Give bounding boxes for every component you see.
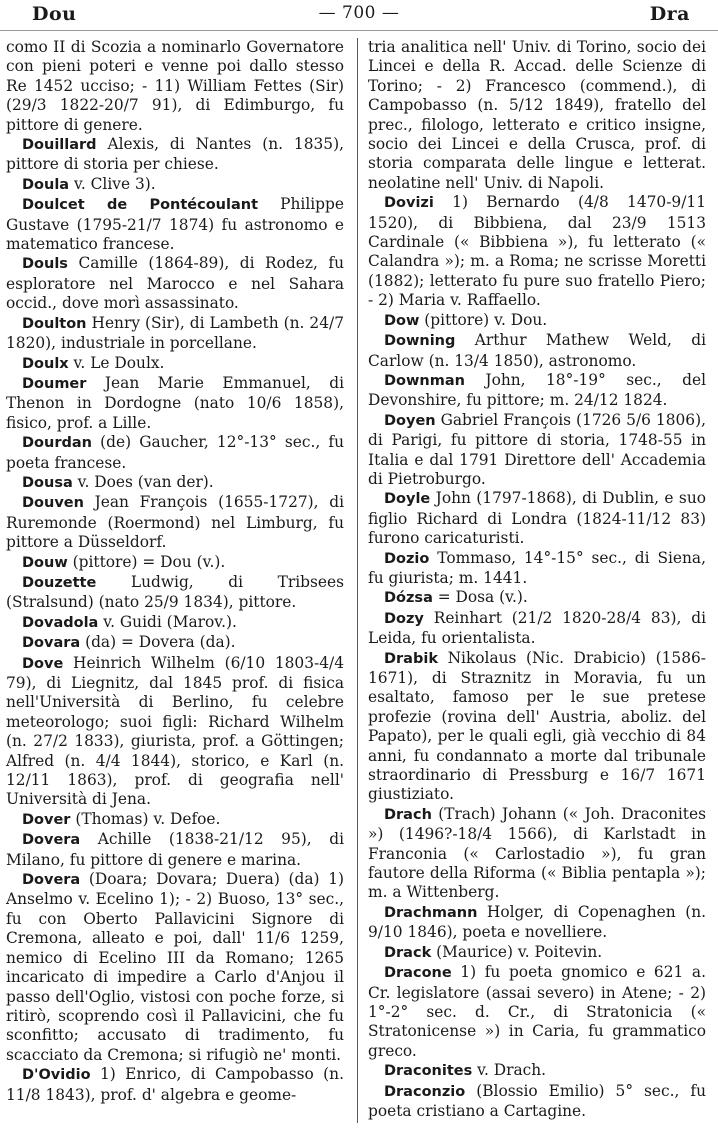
entry-text: Heinrich Wilhelm (6/10 1803-4/4 79), di Liegnitz, dal 1845 prof. di fisica nell'Università di Berlino, fu celebre meteorologo; suoi figli: Richard Wilhelm (n. 27/2 1833), giurista, prof. a Göttingen; Alfred (n. 4/4 1844), storico, e Karl (n. 12/11 1863), prof. di geografia nell' Università di Jena. [6,653,344,809]
entry-text: (da) = Dovera (da). [80,633,236,652]
dictionary-entry [368,943,706,963]
entry-text: 1) Enrico, di Campobasso (n. 11/8 1843), prof. d' algebra e geome- [6,1065,344,1104]
entry-text: Gabriel François (1726 5/6 1806), di Parigi, fu pittore di storia, 1748-55 in Italia e dal 1791 Direttore dell' Accademia di Pietroburgo. [368,410,706,488]
entry-headword: Douillard [22,137,97,154]
dictionary-entry [368,193,706,310]
entry-headword: Doulx [22,355,69,372]
entry-headword: Douw [22,554,68,571]
dictionary-entry [6,654,344,810]
entry-text: Achille (1838-21/12 95), di Milano, fu pittore di genere e marina. [6,830,344,869]
dictionary-entry [6,613,344,633]
dictionary-entry [368,38,706,193]
entry-text: Henry (Sir), di Lambeth (n. 24/7 1820), industriale in porcellane. [6,313,344,353]
dictionary-entry [6,354,344,374]
entry-text: v. Guidi (Marov.). [98,612,237,631]
entry-headword: Dourdan [22,435,92,452]
entry-headword: Drach [384,806,432,823]
entry-text: Jean François (1655-1727), di Ruremonde (Roermond) nel Limburg, fu pittore a Düsseldorf. [6,493,344,552]
header-left-word: Dou [32,3,77,25]
entry-text: (de) Gaucher, 12°-13° sec., fu poeta francese. [6,433,344,472]
entry-headword: Dow [384,312,420,329]
entry-text: v. Le Doulx. [68,353,165,372]
dictionary-entry [6,374,344,433]
entry-text: = Dosa (v.). [432,588,528,607]
entry-headword: Downing [384,333,456,350]
entry-text: Tommaso, 14°-15° sec., di Siena, fu giurista; m. 1441. [368,548,706,587]
entry-text: v. Does (van der). [72,472,214,491]
entry-headword: Dove [22,655,64,672]
entry-headword: Drachmann [384,904,478,921]
dictionary-entry [368,649,706,805]
entry-text: (pittore) = Dou (v.). [67,552,226,571]
right-column [368,38,706,1121]
entry-headword: Dovara [22,635,81,652]
dictionary-entry [6,433,344,473]
entry-headword: Doyle [384,491,431,508]
header-right-word: Dra [649,3,690,25]
entry-headword: Douls [22,256,68,273]
entry-headword: Draconzio [384,1083,466,1100]
entry-headword: Doula [22,176,70,193]
entry-headword: Doyen [384,412,436,429]
dictionary-entry [368,1061,706,1081]
dictionary-entry [6,810,344,830]
entry-headword: Drack [384,944,432,961]
dictionary-entry [368,903,706,943]
dictionary-entry [6,553,344,573]
dictionary-entry [368,609,706,649]
entry-text: Reinhart (21/2 1820-28/4 83), di Leida, fu orientalista. [368,608,706,648]
entry-headword: Doulcet de Pontécoulant [22,197,259,214]
dictionary-entry [368,331,706,371]
dictionary-entry [368,963,706,1061]
entry-headword: Dracone [384,965,452,982]
entry-headword: Dovadola [22,614,99,631]
entry-text: John, 18°-19° sec., del Devonshire, fu pittore; m. 24/12 1824. [368,370,706,410]
entry-headword: Doumer [22,375,87,392]
dictionary-entry [368,371,706,411]
entry-text: (Blossio Emilio) 5° sec., fu poeta cristiano a Cartagine. [368,1081,706,1120]
entry-text: (Trach) Johann (« Joh. Draconites ») (1496?-18/4 1566), di Karlstadt in Franconia (« Carlostadio »), fu gran fautore della Riforma (« Biblia pentapla »); m. a Wittenberg. [368,804,706,902]
dictionary-entry [6,633,344,653]
entry-text: John (1797-1868), di Dublin, e suo figlio Richard di Londra (1824-11/12 83) furono caricaturisti. [368,489,706,548]
entry-headword: Douzette [22,574,97,591]
dictionary-entry [368,411,706,490]
entry-text: 1) Bernardo (4/8 1470-9/11 1520), di Bibbiena, dal 23/9 1513 Cardinale (« Bibbiena »), fu letterato (« Calandra »); m. a Roma; ne scrisse Moretti (1882); letterato fu pure suo fratello Piero; - 2) Maria v. Raffaello. [368,193,706,310]
entry-text: v. Drach. [472,1061,547,1080]
entry-headword: Douven [22,495,84,512]
entry-text: Camille (1864-89), di Rodez, fu esploratore nel Marocco e nel Sahara occid., dove morì assassinato. [6,254,344,313]
dictionary-entry [6,870,344,1065]
dictionary-entry [6,254,344,313]
entry-headword: Doulton [22,315,87,332]
dictionary-entry [6,1065,344,1105]
dictionary-entry [6,573,344,613]
dictionary-entry [368,311,706,331]
entry-text: Nikolaus (Nic. Drabicio) (1586-1671), di Straznitz in Moravia, fu un esaltato, famoso per le sue pretese profezie (rovina dell' Austria, aboliz. del Papato), per le quali egli, già vecchio di 84 anni, fu condannato a morte dal tribunale straordinario di Pressburg e 16/7 1671 giustiziato. [368,648,706,804]
entry-text: (Maurice) v. Poitevin. [431,942,603,961]
entry-text: Jean Marie Emmanuel, di Thenon in Dordogne (nato 10/6 1858), fisico, prof. a Lille. [6,373,344,432]
dictionary-entry [6,38,344,135]
entry-headword: Downman [384,372,465,389]
entry-text: (pittore) v. Dou. [419,310,548,329]
entry-text: v. Clive 3). [69,174,156,193]
entry-headword: Dousa [22,474,73,491]
page-header [0,0,718,31]
entry-text: Ludwig, di Tribsees (Stralsund) (nato 25/9 1834), pittore. [6,572,344,612]
entry-headword: Dovera [22,872,81,889]
entry-text: Arthur Mathew Weld, di Carlow (n. 13/4 1850), astronomo. [368,331,706,370]
entry-text: Holger, di Copenaghen (n. 9/10 1846), poeta e novelliere. [368,902,706,942]
dictionary-entry [6,135,344,175]
dictionary-entry [6,830,344,870]
entry-headword: Dozio [384,550,430,567]
dictionary-entry [6,473,344,493]
entry-headword: Dover [22,811,71,828]
entry-headword: Draconites [384,1063,473,1080]
dictionary-entry [6,175,344,195]
entry-headword: D'Ovidio [22,1067,91,1084]
dictionary-entry [368,805,706,903]
entry-text: Alexis, di Nantes (n. 1835), pittore di storia per chiese. [6,135,344,174]
dictionary-entry [6,314,344,354]
dictionary-entry [368,489,706,548]
left-column [6,38,344,1105]
entry-headword: Dózsa [384,590,433,607]
page-number: — 700 — [318,3,400,23]
entry-text: como II di Scozia a nominarlo Governatore con pieni poteri e venne poi dallo stesso Re 1452 ucciso; - 11) William Fettes (Sir) (29/3 1822-20/7 91), di Edimburgo, fu pittore di genere. [6,38,344,134]
dictionary-entry [368,1082,706,1122]
dictionary-entry [368,549,706,589]
entry-text: Philippe Gustave (1795-21/7 1874) fu astronomo e matematico francese. [6,195,344,254]
entry-text: tria analitica nell' Univ. di Torino, socio dei Lincei e della R. Accad. delle Scienze di Torino; - 2) Francesco (commend.), di Campobasso (n. 5/12 1849), fratello del prec., filologo, letterato e critico insigne, socio dei Lincei e della Crusca, prof. di storia comparata delle lingue e letterat. neolatine nell' Univ. di Napoli. [368,38,706,192]
dictionary-entry [368,588,706,608]
dictionary-entry [6,195,344,254]
entry-headword: Drabik [384,650,438,667]
dictionary-entry [6,493,344,552]
entry-headword: Dovizi [384,195,434,212]
entry-headword: Dovera [22,832,81,849]
entry-headword: Dozy [384,610,424,627]
column-divider [357,38,358,1123]
entry-text: (Doara; Dovara; Duera) (da) 1) Anselmo v. Ecelino 1); - 2) Buoso, 13° sec., fu con Oberto Pallavicini Signore di Cremona, alleato e poi, dall' 11/6 1259, nemico di Ecelino III da Romano; 1265 incaricato di impedire a Carlo d'Anjou il passo dell'Oglio, vistosi con poche forze, si ritirò, scoprendo così il Pallavicini, che fu sconfitto; accusato di tradimento, fu scacciato da Cremona; si rifugiò ne' monti. [6,870,344,1064]
entry-text: 1) fu poeta gnomico e 621 a. Cr. legislatore (assai severo) in Atene; - 2) 1°-2° sec. d. Cr., di Stratonicia (« Stratonicense ») in Caria, fu grammatico greco. [368,963,706,1060]
entry-text: (Thomas) v. Defoe. [70,809,221,828]
